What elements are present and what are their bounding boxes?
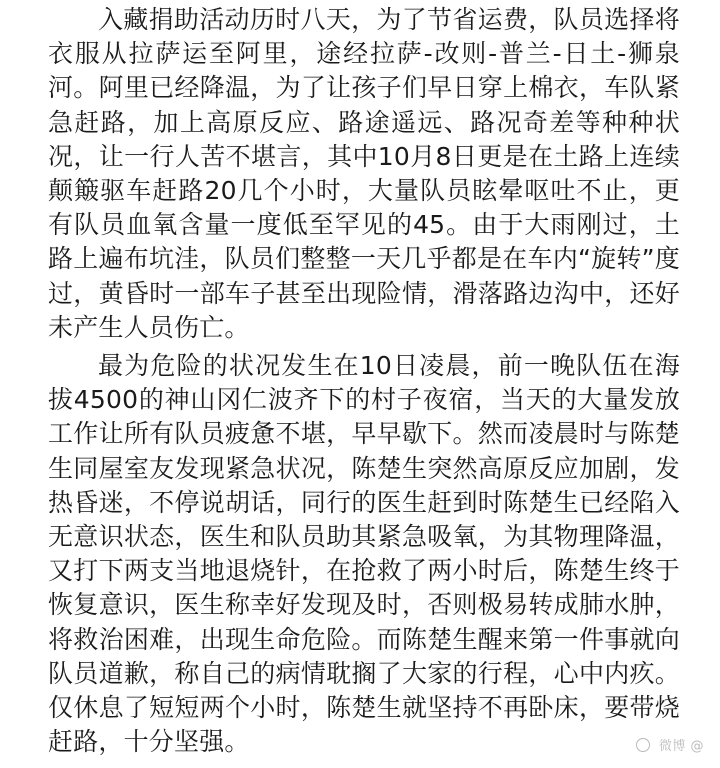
article-paragraph-2: 最为危险的状况发生在10日凌晨，前一晚队伍在海拔4500的神山冈仁波齐下的村子夜宿，当天的大量发放工作让所有队员疲惫不堪，早早歇下。然而凌晨时与陈楚生同屋室友发现紧急状况，陈楚生突然高原反应加剧，发热昏迷，不停说胡话，同行的医生赶到时陈楚生已经陷入无意识状态，医生和队员助其紧急吸氧，为其物理降温，又打下两支当地退烧针，在抢救了两小时后，陈楚生终于恢复意识，医生称幸好发现及时，否则极易转成肺水肿，将救治困难，出现生命危险。而陈楚生醒来第一件事就向队员道歉，称自己的病情耽搁了大家的行程，心中内疚。仅休息了短短两个小时，陈楚生就坚持不再卧床，要带烧赶路，十分坚强。	[48, 351, 680, 757]
weibo-logo-icon	[636, 738, 650, 752]
article-paragraph-1: 入藏捐助活动历时八天，为了节省运费，队员选择将衣服从拉萨运至阿里，途经拉萨-改则-普兰-日土-狮泉河。阿里已经降温，为了让孩子们早日穿上棉衣，车队紧急赶路，加上高原反应、路途遥远、路况奇差等种种状况，让一行人苦不堪言，其中10月8日更是在土路上连续颠簸驱车赶路20几个小时，大量队员眩晕呕吐不止，更有队员血氧含量一度低至罕见的45。由于大雨刚过，土路上遍布坑洼，队员们整整一天几乎都是在车内“旋转”度过，黄昏时一部车子甚至出现险情，滑落路边沟中，还好未产生人员伤亡。	[48, 5, 680, 342]
watermark-text: 微博 @	[658, 739, 704, 754]
watermark	[636, 735, 704, 754]
